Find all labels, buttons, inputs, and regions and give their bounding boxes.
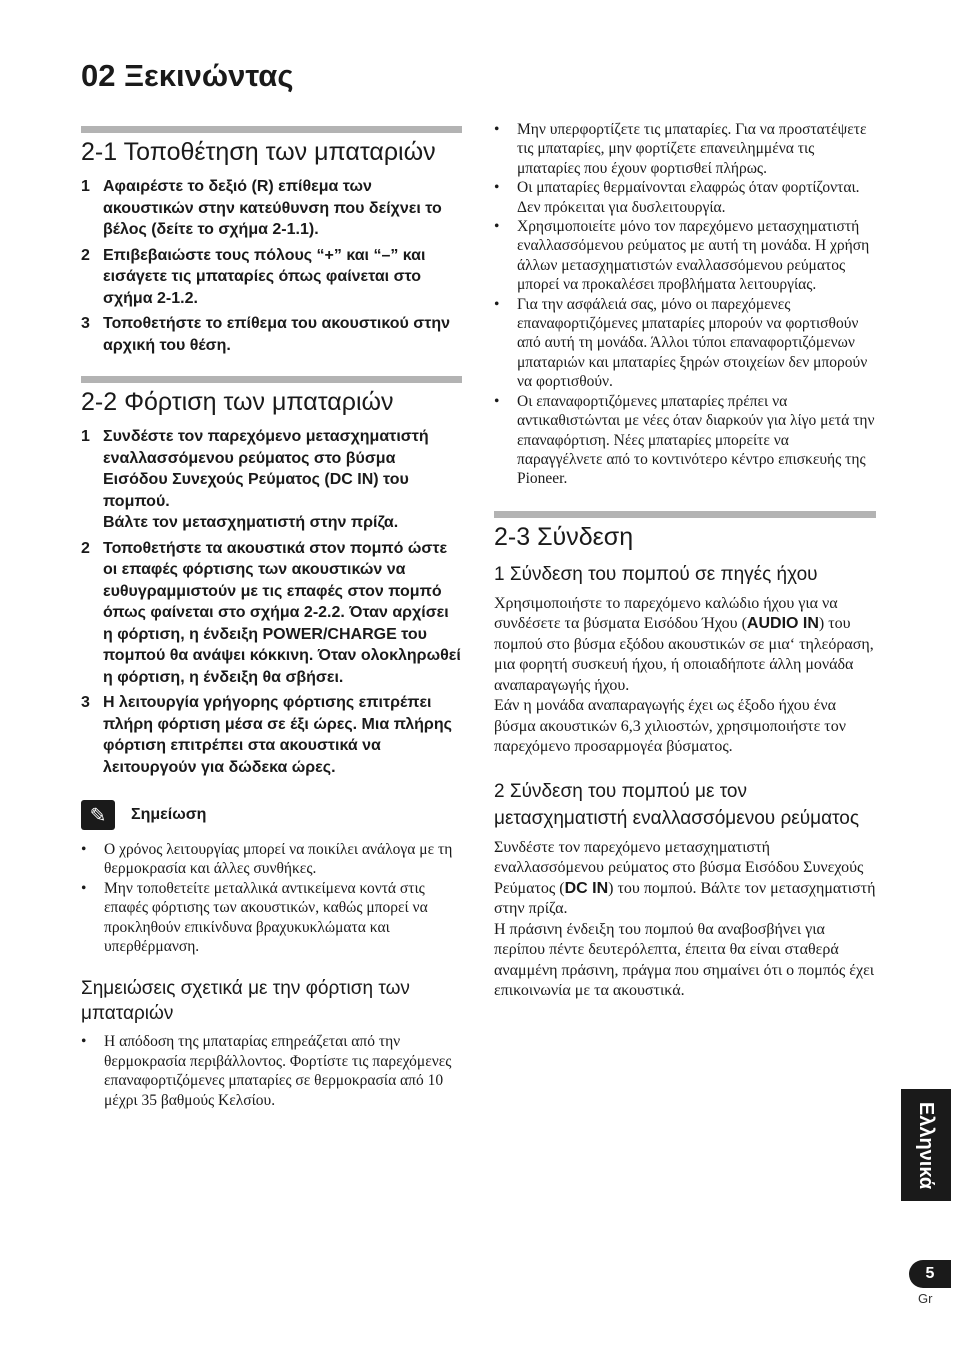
section-rule (81, 376, 462, 383)
charging-steps (81, 426, 462, 778)
page-language: Gr (918, 1291, 933, 1306)
section-title-charging: 2-2 Φόρτιση των μπαταριών (81, 388, 394, 416)
list-item: • Η απόδοση της μπαταρίας επηρεάζεται από την θερμοκρασία περιβάλλοντος. Φορτίστε τις παρεχόμενες επαναφορτιζόμενες μπαταρίες σε θερμοκρασία από 10 μέχρι 35 βαθμούς Κελσίου. (81, 1033, 452, 1109)
list-item: • Χρησιμοποιείτε μόνο τον παρεχόμενο μετασχηματιστή εναλλασσόμενου ρεύματος με αυτή τη μονάδα. Η χρήση άλλων μετασχηματιστών εναλλασσόμενου ρεύματος μπορεί να προκαλέσει προβλήματα λειτουργίας. (494, 218, 870, 294)
step-item: 1 Συνδέστε τον παρεχόμενο μετασχηματιστή εναλλασσόμενου ρεύματος στο βύσμα Εισόδου Συνεχούς Ρεύματος (DC IN) του πομπού. Βάλτε τον μετασχηματιστή στην πρίζα. (81, 428, 429, 531)
note-title: Σημείωση (131, 806, 207, 823)
paragraph: Η πράσινη ένδειξη του πομπού θα αναβοσβήνει για περίπου πέντε δευτερόλεπτα, έπειτα θα είναι σταθερά αναμμένη πράσινη, πράγμα που σημαίνει ότι ο πομπός έχει επικοινωνία με τα ακουστικά. (494, 920, 875, 1000)
step-item: 3 Η λειτουργία γρήγορης φόρτισης επιτρέπει πλήρη φόρτιση μέσα σε έξι ώρες. Μια πλήρης φόρτιση επιτρέπει στα ακουστικά να λειτουργούν για δώδεκα ώρες. (81, 694, 452, 776)
step-item: 1 Αφαιρέστε το δεξιό (R) επίθεμα των ακουστικών στην κατεύθυνση που δείχνει το βέλος (δείτε το σχήμα 2-1.1). (81, 178, 442, 238)
list-item: • Οι επαναφορτιζόμενες μπαταρίες πρέπει να αντικαθιστώνται με νέες όταν διαρκούν για λίγο μετά την επαναφόρτιση. Νέες μπαταρίες μπορείτε να παραγγέλνετε από το κοντινότερο κέντρο επισκευής της Pioneer. (494, 392, 875, 488)
language-tab: Ελληνικά (901, 1089, 951, 1201)
section-rule (494, 511, 876, 518)
step-item: 3 Τοποθετήστε το επίθεμα του ακουστικού στην αρχική του θέση. (81, 315, 451, 354)
list-item: • Μην υπερφορτίζετε τις μπαταρίες. Για να προστατέψετε τις μπαταρίες, μην φορτίζετε επανειλημμένα τις μπαταρίες που έχουν φορτισθεί πλήρως. (494, 121, 867, 177)
section-title-connection: 2-3 Σύνδεση (494, 522, 634, 551)
paragraph: Συνδέστε τον παρεχόμενο μετασχηματιστή εναλλασσόμενου ρεύματος στο βύσμα Εισόδου Συνεχούς Ρεύματος (DC IN) του πομπού. Βάλτε τον μετασχηματιστή στην πρίζα. (494, 838, 876, 918)
note-list (81, 840, 462, 956)
list-item: • Οι μπαταρίες θερμαίνονται ελαφρώς όταν φορτίζονται. Δεν πρόκειται για δυσλειτουργία. (494, 179, 860, 216)
charging-notes-list (81, 1032, 462, 1110)
list-item: • Ο χρόνος λειτουργίας μπορεί να ποικίλει ανάλογα με τη θερμοκρασία και άλλες συνθήκες. (81, 841, 453, 878)
battery-steps (81, 176, 462, 356)
page-number: 5 (909, 1260, 951, 1288)
charging-notes-title: Σημειώσεις σχετικά με την φόρτιση των μπαταριών (81, 978, 410, 1025)
section-title-batteries: 2-1 Τοποθέτηση των μπαταριών (81, 138, 436, 166)
right-column (494, 120, 876, 1002)
chapter-title: 02 Ξεκινώντας (81, 58, 294, 93)
note-header (81, 800, 462, 830)
pencil-icon: ✎ (81, 800, 115, 830)
paragraph: Εάν η μονάδα αναπαραγωγής έχει ως έξοδο ήχου ένα βύσμα ακουστικών 6,3 χιλιοστών, χρησιμοποιήστε τον παρεχόμενο προσαρμογέα βύσματος. (494, 697, 846, 756)
list-item: • Για την ασφάλειά σας, μόνο οι παρεχόμενες επαναφορτιζόμενες μπαταρίες μπορούν να φορτισθούν από αυτή τη μονάδα. Άλλοι τύποι επαναφορτιζόμενων μπαταριών και μπαταρίες ξηρών στοιχείων δεν μπορούν να φορτισθούν. (494, 295, 868, 391)
step-item: 2 Τοποθετήστε τα ακουστικά στον πομπό ώστε οι επαφές φόρτισης των ακουστικών να ευθυγραμμιστούν με τις επαφές στον πομπό όπως φαίνεται στο σχήμα 2-2.2. Όταν αρχίσει η φόρτιση, η ένδειξη POWER/CHARGE του πομπού θα ανάψει κόκκινη. Όταν ολοκληρωθεί η φόρτιση, η ένδειξη θα σβήσει. (81, 539, 461, 686)
subsection-title-audio: 1 Σύνδεση του πομπού σε πηγές ήχου (494, 563, 818, 585)
charging-notes-list-continued (494, 120, 876, 489)
subsection-title-adapter: 2 Σύνδεση του πομπού με τον μετασχηματιστή εναλλασσόμενου ρεύματος (494, 780, 860, 829)
step-item: 2 Επιβεβαιώστε τους πόλους “+” και “–” και εισάγετε τις μπαταρίες όπως φαίνεται στο σχήμα 2-1.2. (81, 246, 426, 307)
section-rule (81, 126, 462, 133)
paragraph: Χρησιμοποιήστε το παρεχόμενο καλώδιο ήχου για να συνδέσετε τα βύσματα Εισόδου Ήχου (AUDIO IN) του πομπού στο βύσμα εξόδου ακουστικών σε μια‘ τηλεόραση, μια φορητή συσκευή ήχου, ή οποιαδήποτε άλλη μονάδα αναπαραγωγής ήχου. (494, 594, 874, 694)
list-item: • Μην τοποθετείτε μεταλλικά αντικείμενα κοντά στις επαφές φόρτισης των ακουστικών, καθώς μπορεί να προκληθούν επικίνδυνα βραχυκυκλώματα και υπερθέρμανση. (81, 879, 428, 956)
left-column (81, 126, 462, 1110)
